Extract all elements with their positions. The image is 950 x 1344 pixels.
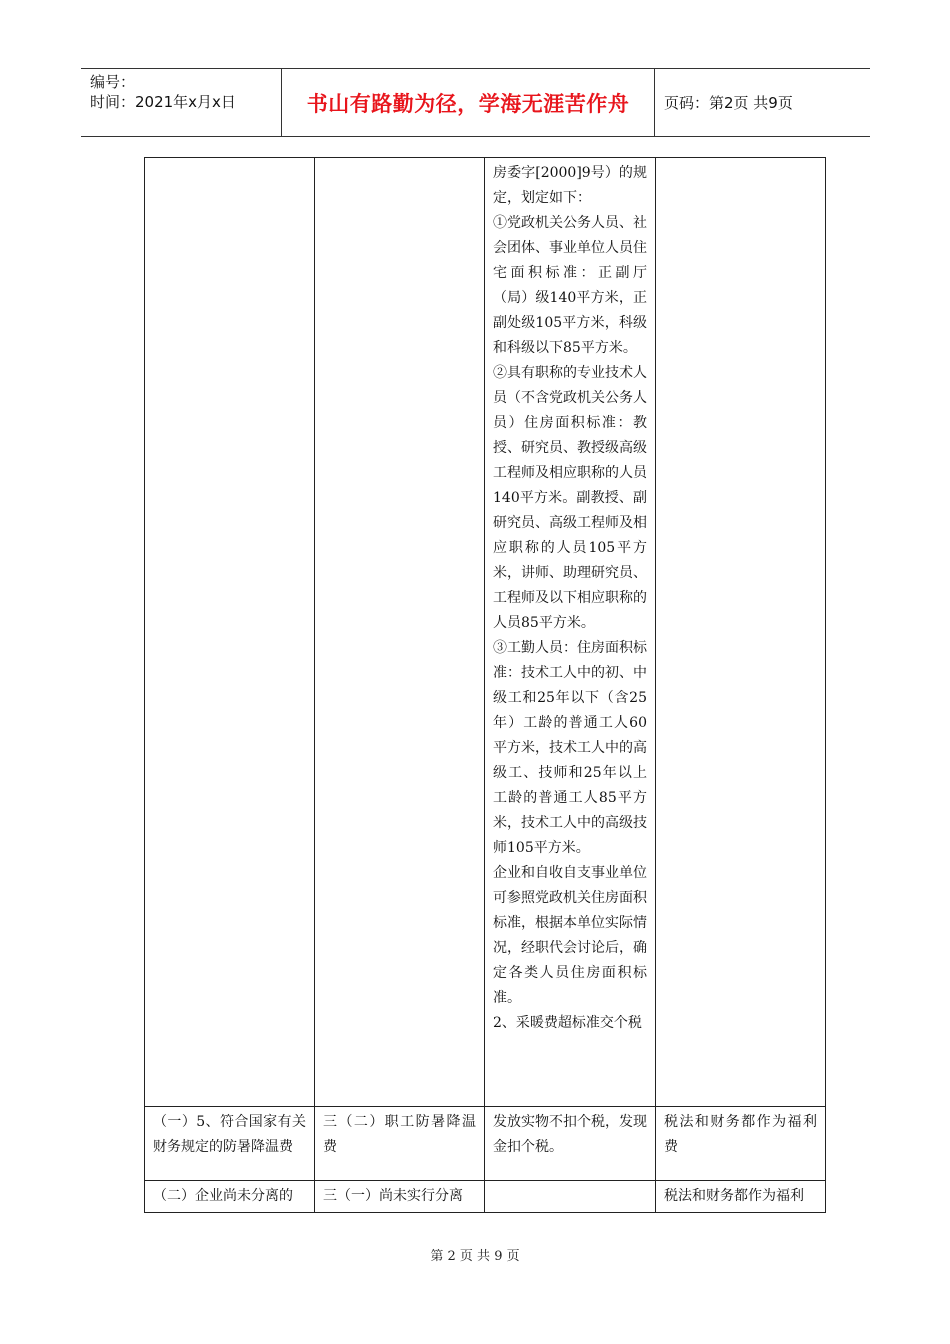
table-cell — [485, 1181, 656, 1213]
table-cell: （一）5、符合国家有关财务规定的防暑降温费 — [145, 1107, 315, 1181]
table-cell — [656, 158, 826, 1107]
table-cell — [145, 158, 315, 1107]
header-divider — [654, 69, 655, 136]
table-cell — [485, 158, 656, 1107]
cell-paragraph: 企业和自收自支事业单位可参照党政机关住房面积标准，根据本单位实际情况，经职代会讨论后，确定各类人员住房面积标准。 — [493, 865, 647, 1006]
policy-table — [144, 157, 826, 1213]
page-header — [81, 68, 870, 137]
table-row — [145, 158, 826, 1107]
cell-paragraph: ②具有职称的专业技术人员（不含党政机关公务人员）住房面积标准：教授、研究员、教授级高级工程师及相应职称的人员140平方米。副教授、副研究员、高级工程师及相应职称的人员105平方米，讲师、助理研究员、工程师及以下相应职称的人员85平方米。 — [493, 365, 647, 631]
table-cell: 税法和财务都作为福利费 — [656, 1107, 826, 1181]
cell-paragraph: ①党政机关公务人员、社会团体、事业单位人员住宅面积标准：正副厅（局）级140平方米，正副处级105平方米，科级和科级以下85平方米。 — [493, 215, 647, 356]
table-cell — [315, 158, 485, 1107]
table-row — [145, 1181, 826, 1213]
cell-paragraph: 房委字[2000]9号）的规定，划定如下： — [493, 165, 647, 206]
cell-paragraph: 2、采暖费超标准交个税 — [493, 1015, 642, 1031]
header-page-info: 页码：第2页 共9页 — [664, 94, 793, 112]
table-cell: 税法和财务都作为福利 — [656, 1181, 826, 1213]
table-cell: 三（一）尚未实行分离 — [315, 1181, 485, 1213]
table-cell: （二）企业尚未分离的 — [145, 1181, 315, 1213]
header-meta — [90, 72, 275, 112]
table-cell: 三（二）职工防暑降温费 — [315, 1107, 485, 1181]
cell-paragraph: ③工勤人员：住房面积标准：技术工人中的初、中级工和25年以下（含25年）工龄的普通工人60平方米，技术工人中的高级工、技师和25年以上工龄的普通工人85平方米，技术工人中的高级技师105平方米。 — [493, 640, 647, 856]
table-cell: 发放实物不扣个税，发现金扣个税。 — [485, 1107, 656, 1181]
date-label: 时间：2021年x月x日 — [90, 93, 236, 111]
number-label: 编号： — [90, 73, 136, 91]
page-footer: 第 2 页 共 9 页 — [430, 1249, 520, 1264]
header-motto: 书山有路勤为径，学海无涯苦作舟 — [306, 91, 630, 116]
table-row — [145, 1107, 826, 1181]
